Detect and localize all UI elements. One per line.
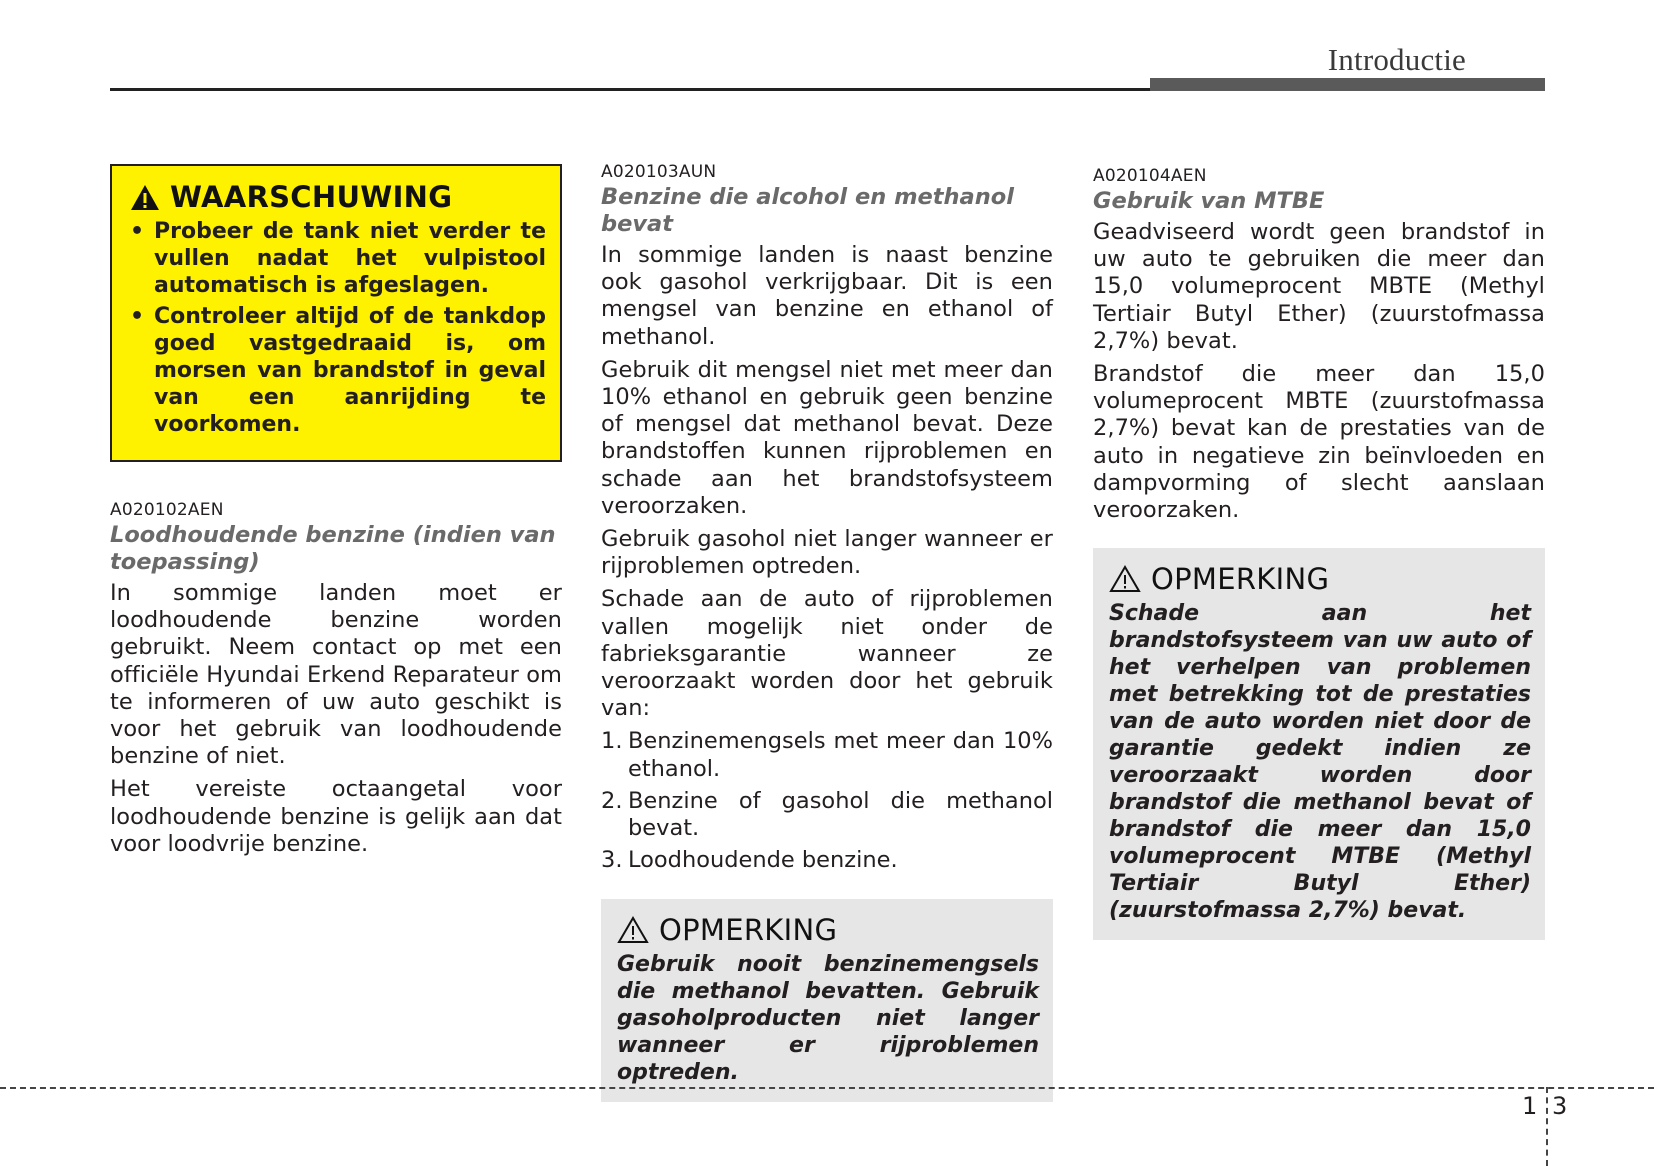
- note-text: Gebruik nooit benzinemengsels die methanol bevatten. Gebruik gasoholproducten niet langer wanneer er rijproblemen optreden.: [617, 952, 1039, 1086]
- warning-item: • Probeer de tank niet verder te vullen nadat het vulpistool automatisch is afgeslagen.: [130, 219, 546, 298]
- note-box: [601, 899, 1053, 1102]
- section-heading: Loodhoudende benzine (indien van toepassing): [110, 522, 556, 575]
- paragraph: Brandstof die meer dan 15,0 volumeprocent MBTE (zuurstofmassa 2,7%) bevat kan de prestaties van de auto in negatieve zin beïnvloeden en dampvorming of slecht aanslaan veroorzaken.: [1093, 361, 1545, 524]
- column-right: [1093, 166, 1545, 940]
- list-item: 1. Benzinemengsels met meer dan 10% ethanol.: [601, 728, 1053, 782]
- list-item: 2. Benzine of gasohol die methanol bevat.: [601, 787, 1053, 842]
- note-title-text: OPMERKING: [659, 913, 838, 948]
- section-code: A020103AUN: [601, 162, 717, 182]
- paragraph: Gebruik gasohol niet langer wanneer er rijproblemen optreden.: [601, 526, 1053, 580]
- chapter-number: 1: [1522, 1092, 1538, 1120]
- warning-title: [130, 180, 546, 214]
- note-title: [1109, 562, 1531, 596]
- header-rule-accent: [1150, 78, 1545, 91]
- section-heading: Gebruik van MTBE: [1093, 188, 1325, 214]
- paragraph: Schade aan de auto of rijproblemen vallen mogelijk niet onder de fabrieksgarantie wanneer ze veroorzaakt worden door het gebruik van:: [601, 586, 1053, 722]
- caution-icon: [617, 916, 649, 944]
- footer-dashed-rule: [0, 1087, 1654, 1089]
- list-item: 3. Loodhoudende benzine.: [601, 847, 898, 874]
- caution-icon: [1109, 565, 1141, 593]
- section-heading: Benzine die alcohol en methanol bevat: [601, 184, 1014, 237]
- footer-dashed-divider: [1546, 1087, 1548, 1166]
- column-left: [110, 164, 562, 864]
- note-title: [617, 913, 1039, 947]
- note-title-text: OPMERKING: [1151, 562, 1330, 597]
- warning-list: [130, 218, 546, 438]
- paragraph: In sommige landen is naast benzine ook gasohol verkrijgbaar. Dit is een mengsel van benzine en ethanol of methanol.: [601, 242, 1053, 350]
- paragraph: In sommige landen moet er loodhoudende benzine worden gebruikt. Neem contact op met een officiële Hyundai Erkend Reparateur om te informeren of uw auto geschikt is voor het gebruik van loodhoudende benzine of niet.: [110, 580, 562, 770]
- section-code: A020102AEN: [110, 500, 224, 520]
- warning-icon: [130, 184, 160, 211]
- header-rule: [110, 88, 1154, 91]
- note-text: Schade aan het brandstofsysteem van uw auto of het verhelpen van problemen met betrekking tot de prestaties van de auto worden niet door de garantie gedekt indien ze veroorzaakt worden door brandstof die methanol bevat of brandstof die meer dan 15,0 volumeprocent MTBE (Methyl Tertiair Butyl Ether) (zuurstofmassa 2,7%) bevat.: [1109, 601, 1531, 924]
- warning-item: • Controleer altijd of de tankdop goed vastgedraaid is, om morsen van brandstof in geval van een aanrijding te voorkomen.: [130, 304, 546, 437]
- note-box: [1093, 548, 1545, 940]
- page-header-title: Introductie: [1327, 42, 1466, 77]
- column-middle: [601, 162, 1053, 1102]
- paragraph: Geadviseerd wordt geen brandstof in uw auto te gebruiken die meer dan 15,0 volumeprocent MBTE (Methyl Tertiair Butyl Ether) (zuurstofmassa 2,7%) bevat.: [1093, 219, 1545, 354]
- numbered-list: [601, 728, 1053, 874]
- paragraph: Gebruik dit mengsel niet met meer dan 10% ethanol en gebruik geen benzine of mengsel dat methanol bevat. Deze brandstoffen kunnen rijproblemen en schade aan het brandstofsysteem veroorzaken.: [601, 356, 1053, 519]
- page-number: 3: [1552, 1092, 1568, 1120]
- section-code: A020104AEN: [1093, 166, 1207, 186]
- warning-box: [110, 164, 562, 462]
- paragraph: Het vereiste octaangetal voor loodhoudende benzine is gelijk aan dat voor loodvrije benzine.: [110, 776, 562, 857]
- warning-title-text: WAARSCHUWING: [170, 180, 453, 214]
